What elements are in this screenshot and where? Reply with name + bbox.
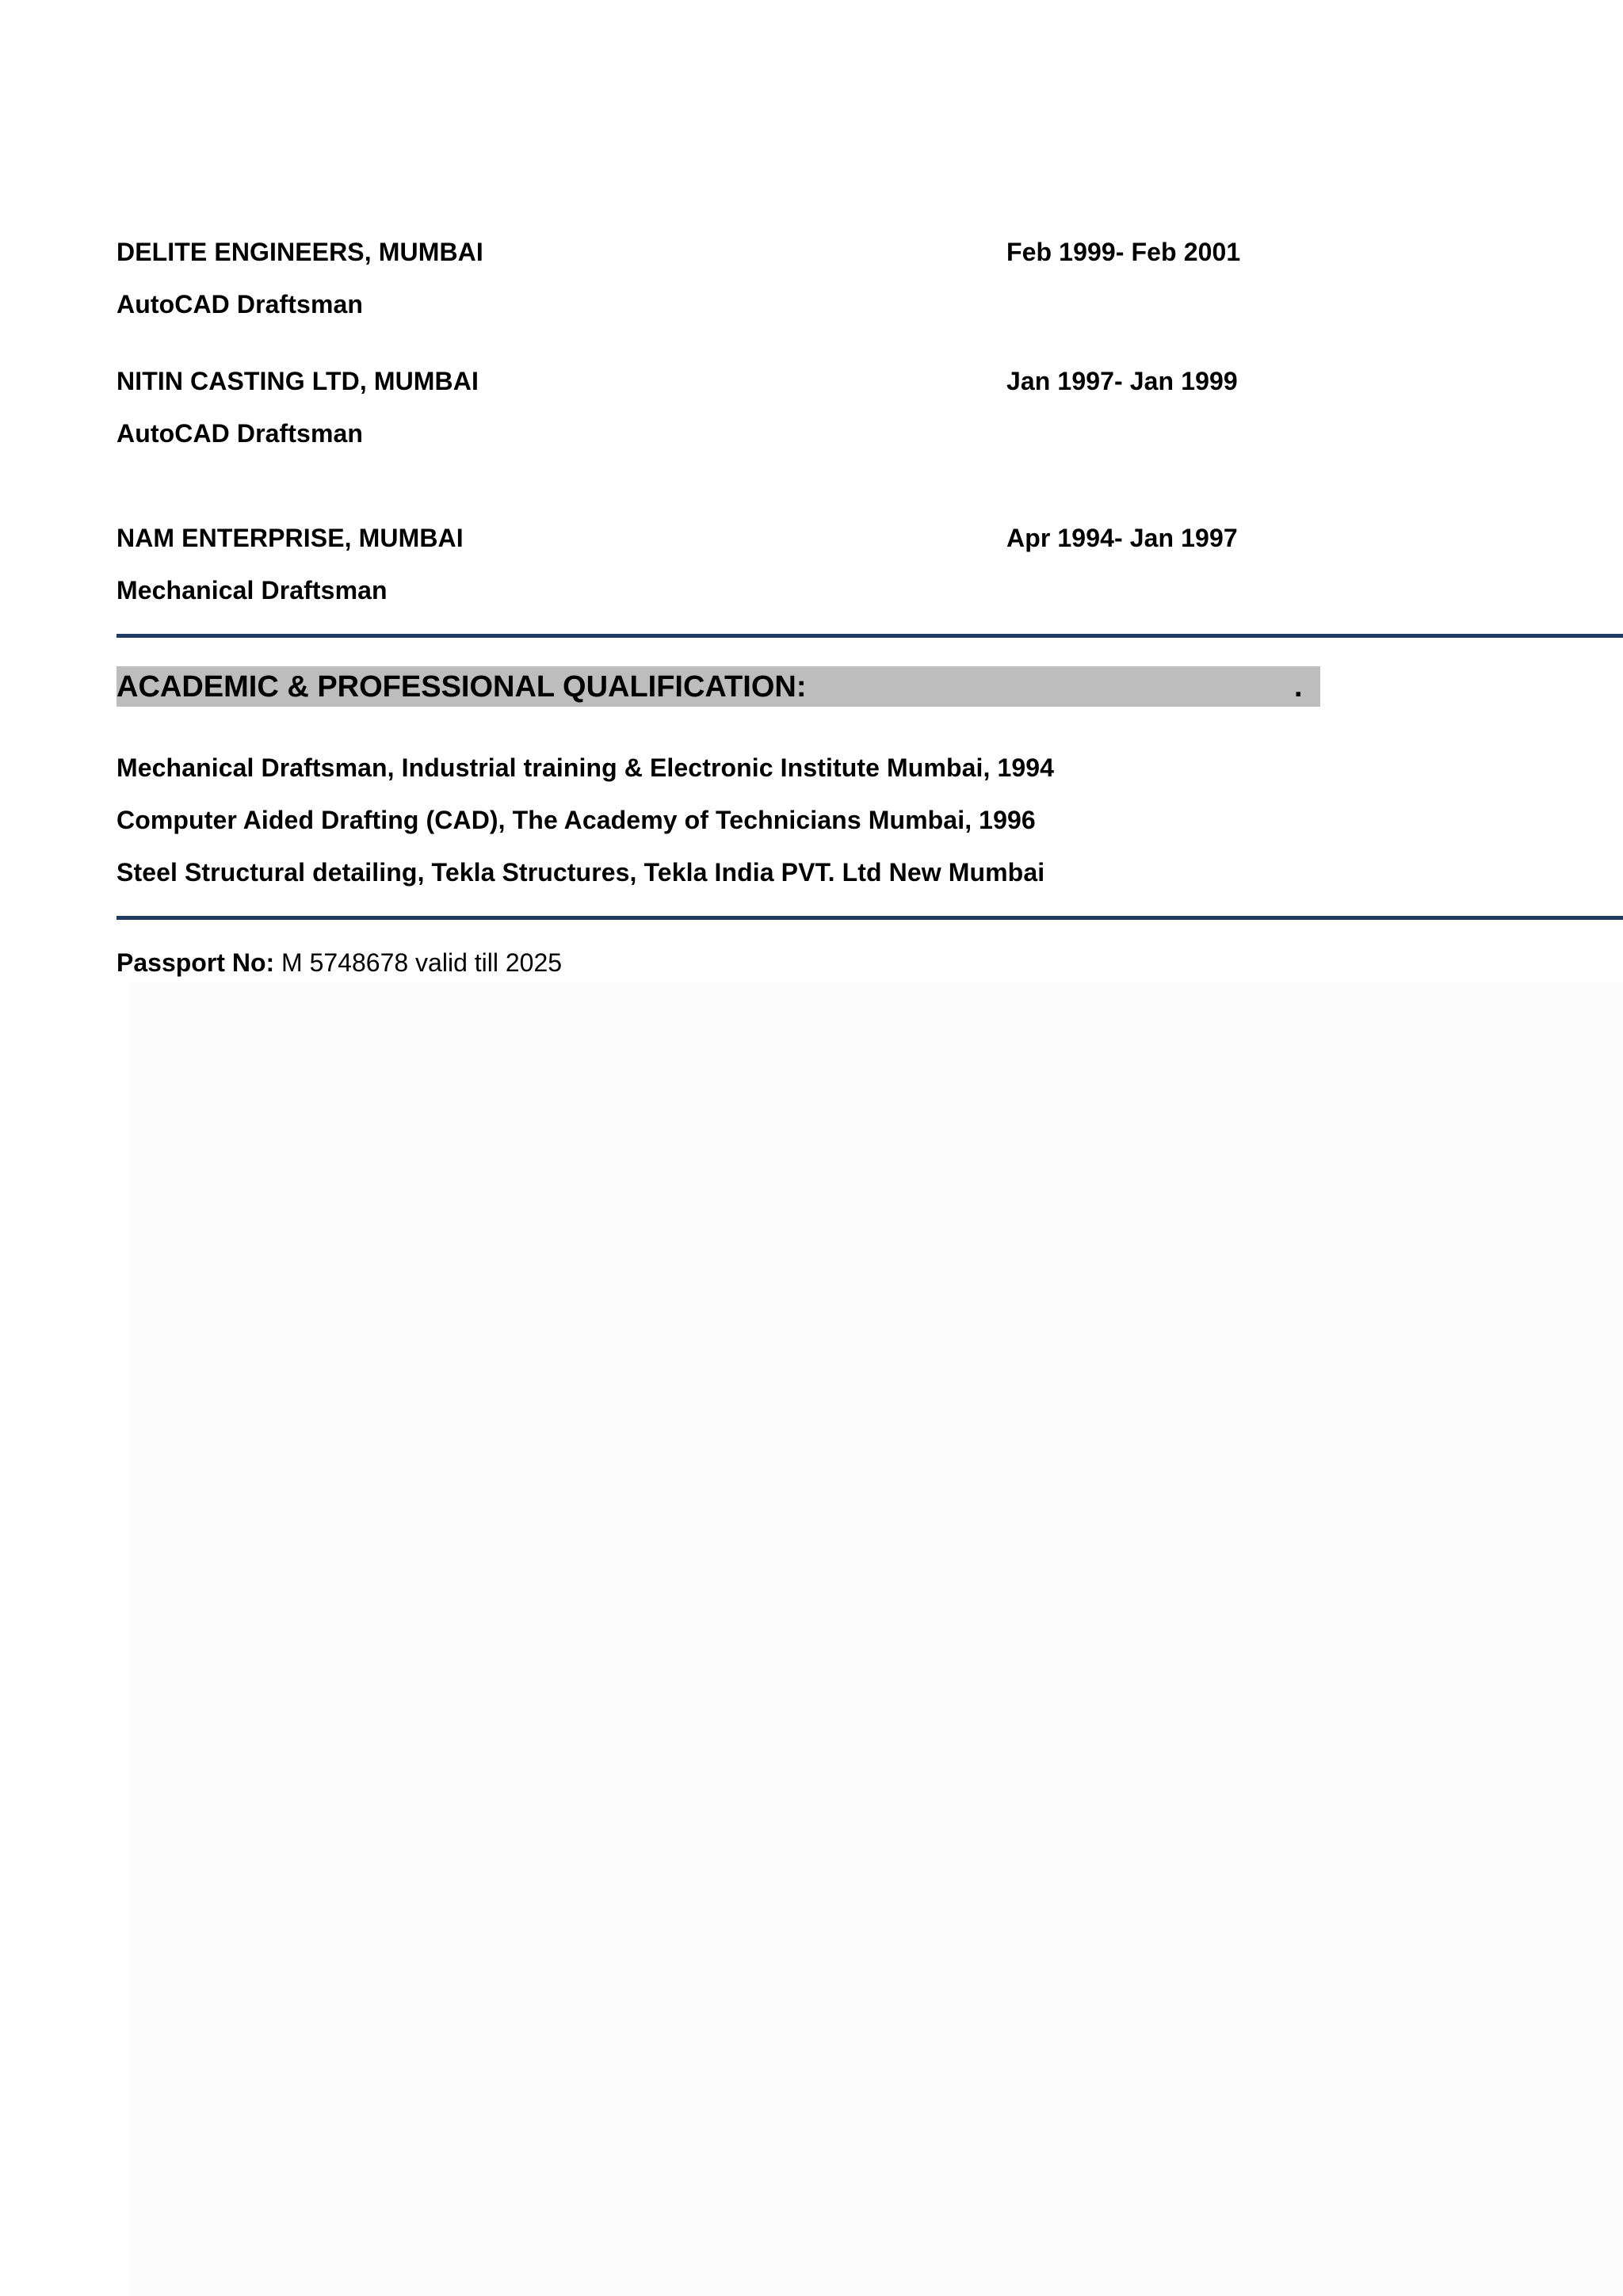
- section-heading: ACADEMIC & PROFESSIONAL QUALIFICATION:: [116, 670, 807, 704]
- section-divider: [116, 634, 1623, 638]
- employment-period: Feb 1999- Feb 2001: [1006, 238, 1241, 266]
- company-name: NAM ENTERPRISE, MUMBAI: [116, 524, 464, 552]
- company-name: NITIN CASTING LTD, MUMBAI: [116, 367, 479, 395]
- qualification-item: Mechanical Draftsman, Industrial training & Electronic Institute Mumbai, 1994: [116, 753, 1055, 782]
- qualification-item: Computer Aided Drafting (CAD), The Academy of Technicians Mumbai, 1996: [116, 806, 1036, 834]
- job-role: AutoCAD Draftsman: [116, 419, 364, 448]
- section-heading-trailer: .: [1294, 670, 1303, 704]
- company-name: DELITE ENGINEERS, MUMBAI: [116, 238, 483, 266]
- passport-line: [116, 948, 562, 978]
- page-background-shade: [131, 982, 1623, 2296]
- passport-value: M 5748678 valid till 2025: [274, 948, 563, 977]
- qualification-item: Steel Structural detailing, Tekla Structures, Tekla India PVT. Ltd New Mumbai: [116, 858, 1045, 887]
- passport-label: Passport No:: [116, 948, 275, 977]
- job-role: AutoCAD Draftsman: [116, 290, 364, 318]
- job-role: Mechanical Draftsman: [116, 576, 388, 605]
- employment-period: Apr 1994- Jan 1997: [1006, 524, 1238, 552]
- section-divider: [116, 916, 1623, 920]
- employment-period: Jan 1997- Jan 1999: [1006, 367, 1238, 395]
